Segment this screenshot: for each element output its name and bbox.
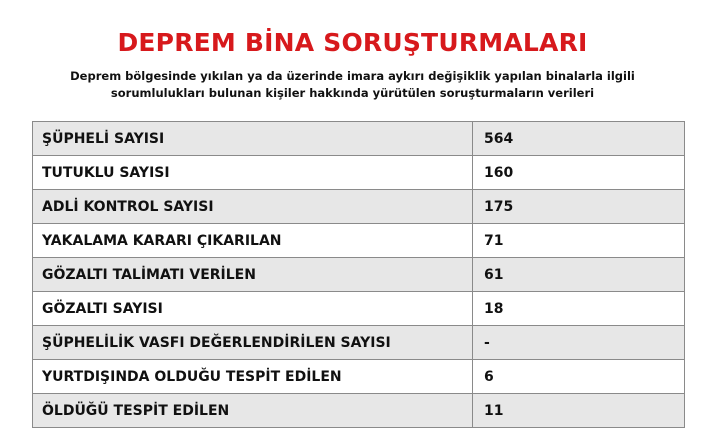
row-label: ADLİ KONTROL SAYISI	[33, 190, 473, 224]
table-row	[33, 326, 685, 360]
row-label: YURTDIŞINDA OLDUĞU TESPİT EDİLEN	[33, 360, 473, 394]
table-row	[33, 190, 685, 224]
row-value: 11	[473, 394, 685, 428]
subtitle-line-2: sorumlulukları bulunan kişiler hakkında yürütülen soruşturmaların verileri	[110, 86, 595, 100]
table-row	[33, 360, 685, 394]
table-row	[33, 394, 685, 428]
row-label: GÖZALTI SAYISI	[33, 292, 473, 326]
row-value: 6	[473, 360, 685, 394]
page-title: DEPREM BİNA SORUŞTURMALARI	[117, 28, 588, 57]
row-value: 18	[473, 292, 685, 326]
row-label: ŞÜPHELİLİK VASFI DEĞERLENDİRİLEN SAYISI	[33, 326, 473, 360]
table-row	[33, 292, 685, 326]
table-row	[33, 156, 685, 190]
table-row	[33, 258, 685, 292]
row-label: YAKALAMA KARARI ÇIKARILAN	[33, 224, 473, 258]
table-row	[33, 122, 685, 156]
row-label: TUTUKLU SAYISI	[33, 156, 473, 190]
subtitle-line-1: Deprem bölgesinde yıkılan ya da üzerinde imara aykırı değişiklik yapılan binalarla ilgili	[70, 69, 635, 83]
row-label: ŞÜPHELİ SAYISI	[33, 122, 473, 156]
row-value: -	[473, 326, 685, 360]
row-value: 564	[473, 122, 685, 156]
page-subtitle	[0, 68, 705, 102]
row-value: 71	[473, 224, 685, 258]
statistics-table	[32, 121, 685, 428]
table-row	[33, 224, 685, 258]
row-label: GÖZALTI TALİMATI VERİLEN	[33, 258, 473, 292]
row-label: ÖLDÜĞÜ TESPİT EDİLEN	[33, 394, 473, 428]
row-value: 160	[473, 156, 685, 190]
row-value: 175	[473, 190, 685, 224]
row-value: 61	[473, 258, 685, 292]
